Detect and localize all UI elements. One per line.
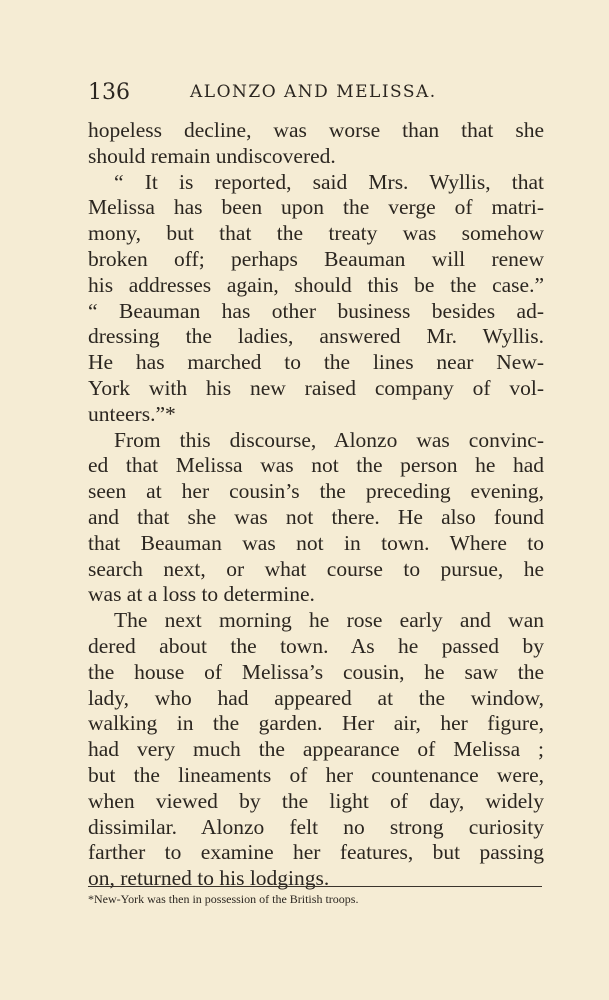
text-line: He has marched to the lines near New- (88, 350, 544, 375)
text-line: unteers.”* (88, 401, 176, 426)
text-line: dressing the ladies, answered Mr. Wyllis. (88, 324, 544, 349)
text-line: lady, who had appeared at the window, (88, 685, 544, 710)
text-line: on, returned to his lodgings. (88, 866, 330, 891)
text-line: farther to examine her features, but passing (88, 840, 544, 865)
text-line: and that she was not there. He also found (88, 504, 544, 529)
text-line: dered about the town. As he passed by (88, 633, 544, 658)
text-line: his addresses again, should this be the case.” (88, 272, 544, 297)
text-line: York with his new raised company of vol- (88, 375, 544, 400)
text-line: dissimilar. Alonzo felt no strong curiosity (88, 814, 544, 839)
text-line: the house of Melissa’s cousin, he saw the (88, 659, 544, 684)
text-line: mony, but that the treaty was somehow (88, 221, 544, 246)
text-line: seen at her cousin’s the preceding evening, (88, 479, 544, 504)
text-line: hopeless decline, was worse than that she (88, 118, 544, 142)
text-line: broken off; perhaps Beauman will renew (88, 246, 544, 271)
text-line: was at a loss to determine. (88, 582, 315, 607)
text-line: From this discourse, Alonzo was convinc- (114, 427, 544, 452)
text-line: The next morning he rose early and wan (114, 608, 544, 633)
text-line: that Beauman was not in town. Where to (88, 530, 544, 555)
text-line: Melissa has been upon the verge of matri- (88, 195, 544, 220)
text-line: had very much the appearance of Melissa ; (88, 737, 544, 762)
text-line: when viewed by the light of day, widely (88, 788, 544, 813)
footnote-rule (88, 886, 542, 887)
text-line: search next, or what course to pursue, he (88, 556, 544, 581)
running-title: ALONZO AND MELISSA. (190, 82, 437, 102)
page-header (88, 80, 548, 110)
text-line: but the lineaments of her countenance were, (88, 762, 544, 787)
body-text (88, 118, 544, 892)
text-line: “ It is reported, said Mrs. Wyllis, that (114, 169, 544, 194)
text-line: should remain undiscovered. (88, 143, 336, 168)
text-line: ed that Melissa was not the person he had (88, 453, 544, 478)
text-line: “ Beauman has other business besides ad- (88, 298, 544, 323)
page-number: 136 (88, 80, 130, 105)
footnote: *New-York was then in possession of the British troops. (88, 892, 359, 906)
text-line: walking in the garden. Her air, her figure, (88, 711, 544, 736)
